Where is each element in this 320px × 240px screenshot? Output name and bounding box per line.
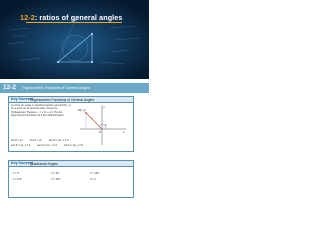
key-concept-title: Trigonometric Functions of General Angles <box>30 97 95 102</box>
key-concept-tag: Key Concept <box>11 161 33 166</box>
formula-cos: cos θ = x/r <box>29 139 42 142</box>
title-section-number: 12-2 <box>20 13 35 22</box>
diagram-angle-label: θ <box>105 124 107 127</box>
diagram-x-label: x <box>123 130 125 134</box>
formula-sec: sec θ = r/x, x ≠ 0 <box>37 144 57 147</box>
quadrantal-values <box>13 171 131 183</box>
header-title: Trigonometric Functions of General Angles <box>22 85 90 90</box>
slide-header <box>0 83 149 93</box>
key-concept-title: Quadrantal Angles <box>30 161 58 166</box>
diagram-y-label: y <box>103 105 105 109</box>
header-number: 12-2 <box>3 84 17 91</box>
key-concept-box <box>8 96 134 152</box>
quadrantal-value: θ = 0 <box>90 178 96 181</box>
key-concept-tag: Key Concept <box>11 97 33 102</box>
quadrantal-value: θ = 360° <box>51 178 61 181</box>
diagram-origin-label: O <box>99 131 102 134</box>
title-underline <box>26 22 122 23</box>
quadrantal-value: θ = 180° <box>90 172 100 175</box>
diagram-radius-label: r <box>92 117 94 120</box>
quadrantal-value: θ = 0° <box>13 172 20 175</box>
formula-cot: cot θ = x/y, y ≠ 0 <box>63 144 84 147</box>
slide-title: 12-2: ratios of general angles <box>20 13 123 22</box>
formula-tan: tan θ = y/x, x ≠ 0 <box>48 139 69 142</box>
key-concept-body: Let θ be an angle in standard position and let P(x, y) be a point on its terminal side. Using the Pythagorean Theorem, r = √(x² + y²). The six trigonometric functions of θ are defined below. <box>11 104 71 118</box>
key-concept-box-quadrantal <box>8 160 134 198</box>
quadrantal-value: θ = 270° <box>13 178 22 181</box>
title-text: ratios of general angles <box>39 13 123 22</box>
diagram-point-label: P(x, y) <box>78 109 86 112</box>
quadrantal-value: θ = 90° <box>51 172 60 175</box>
formula-csc: csc θ = r/y, y ≠ 0 <box>11 144 31 147</box>
content-slide <box>0 83 149 198</box>
math-graphics-background <box>0 0 149 79</box>
key-concept-bar <box>9 161 133 167</box>
title-slide <box>0 0 149 79</box>
formula-sin: sin θ = y/r <box>11 139 23 142</box>
coordinate-diagram <box>76 103 128 147</box>
